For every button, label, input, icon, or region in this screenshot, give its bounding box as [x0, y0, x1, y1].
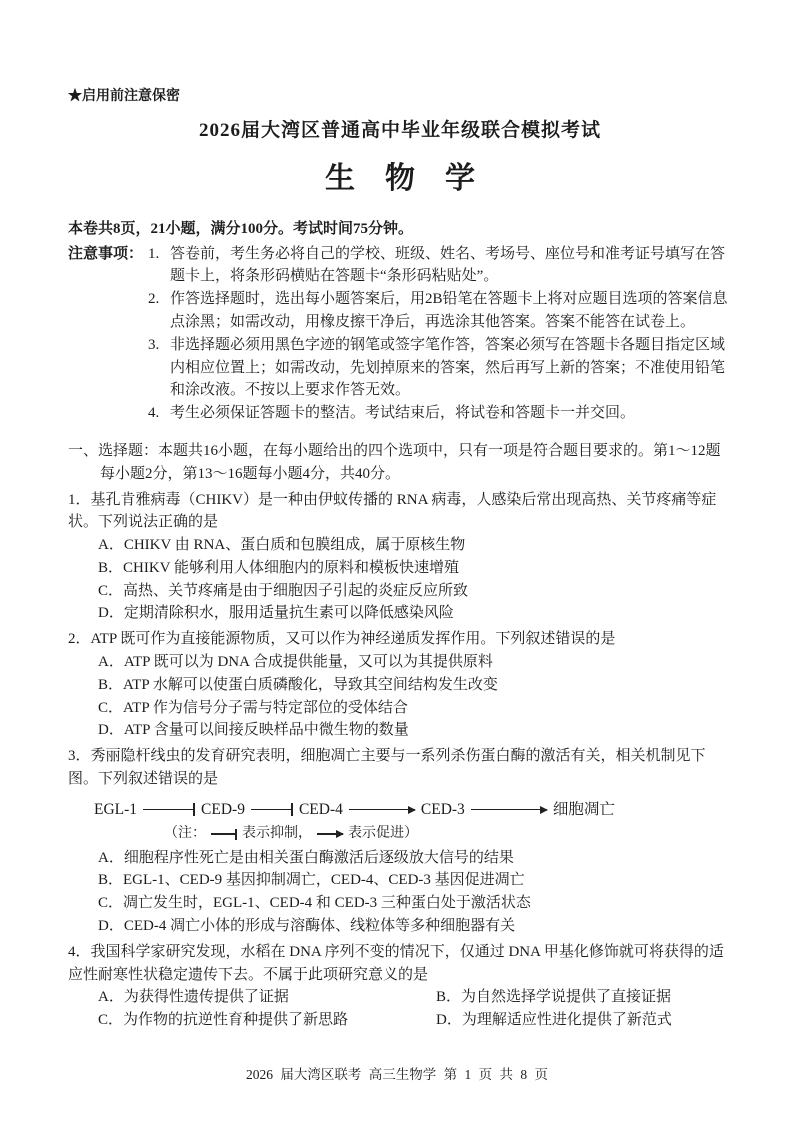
note-text: 考生必须保证答题卡的整洁。考试结束后，将试卷和答题卡一并交回。 [170, 405, 636, 422]
question-text: 我国科学家研究发现，水稻在 DNA 序列不变的情况下，仅通过 DNA 甲基化修饰就可将获得的适应性耐寒性状稳定遗传下去。不属于此项研究意义的是 [68, 943, 724, 983]
promote-arrow-icon [317, 829, 343, 840]
legend-prefix: （注： [164, 826, 206, 842]
option-d: D．为理解适应性进化提供了新范式 [436, 1012, 672, 1029]
option-a: A．细胞程序性死亡是由相关蛋白酶激活后逐级放大信号的结果 [98, 849, 514, 866]
question-stem [68, 941, 732, 987]
question-2 [68, 628, 732, 742]
question-4 [68, 941, 732, 1032]
option-a: A．CHIKV 由 RNA、蛋白质和包膜组成，属于原核生物 [98, 537, 466, 554]
page-footer: 2026 届大湾区联考 高三生物学 第 1 页 共 8 页 [246, 1067, 548, 1083]
note-item [148, 334, 732, 402]
question-options [68, 534, 732, 625]
option-c: C．凋亡发生时，EGL-1、CED-4 和 CED-3 三种蛋白处于激活状态 [98, 895, 531, 912]
question-number: 2． [68, 631, 91, 648]
question-3 [68, 745, 732, 938]
option-b: B．为自然选择学说提供了直接证据 [436, 989, 672, 1006]
note-item [148, 243, 732, 289]
legend-promote-label: 表示促进） [348, 826, 418, 842]
question-number: 3． [68, 748, 91, 765]
note-number: 4. [148, 405, 160, 422]
question-number: 1． [68, 491, 91, 508]
diagram-node-ced9: CED-9 [201, 800, 245, 818]
subject-title: 生 物 学 [325, 162, 475, 196]
diagram-node-egl1: EGL-1 [94, 800, 138, 818]
diagram-node-apoptosis: 细胞凋亡 [552, 800, 615, 818]
exam-title: 2026届大湾区普通高中毕业年级联合模拟考试 [198, 120, 601, 142]
question-stem [68, 628, 732, 651]
note-text: 非选择题必须用黑色字迹的钢笔或签字笔作答，答案必须写在答题卡各题目指定区域内相应位置上；如需改动，先划掉原来的答案，然后再写上新的答案；不准使用铅笔和涂改液。不按以上要求作答无效。 [170, 336, 726, 399]
security-notice: ★启用前注意保密 [68, 89, 180, 104]
question-options [68, 651, 732, 742]
option-a: A．为获得性遗传提供了证据 [98, 989, 289, 1006]
diagram-node-ced4: CED-4 [298, 800, 343, 818]
note-number: 3. [148, 336, 160, 353]
promote-arrow-icon [471, 803, 547, 816]
notes-list [148, 243, 732, 425]
note-item [148, 288, 732, 334]
note-text: 答卷前，考生务必将自己的学校、班级、姓名、考场号、座位号和准考证号填写在答题卡上，将条形码横贴在答题卡“条形码粘贴处”。 [170, 245, 726, 285]
apoptosis-pathway-diagram [94, 798, 732, 822]
exam-info: 本卷共8页，21小题，满分100分。考试时间75分钟。 [68, 220, 414, 237]
question-options [68, 847, 732, 938]
option-c: C．高热、关节疼痛是由于细胞因子引起的炎症反应所致 [98, 582, 469, 599]
note-number: 2. [148, 291, 160, 308]
option-b: B．EGL-1、CED-9 基因抑制凋亡，CED-4、CED-3 基因促进凋亡 [98, 872, 525, 889]
option-b: B．ATP 水解可以使蛋白质磷酸化，导致其空间结构发生改变 [98, 676, 498, 693]
question-number: 4． [68, 943, 91, 960]
diagram-legend [164, 823, 732, 844]
option-c: C．为作物的抗逆性育种提供了新思路 [98, 1012, 349, 1029]
question-text: ATP 既可作为直接能源物质，又可以作为神经递质发挥作用。下列叙述错误的是 [90, 631, 616, 648]
inhibit-connector-icon [211, 829, 237, 840]
question-stem [68, 745, 732, 791]
question-1 [68, 489, 732, 626]
question-text: 基孔肯雅病毒（CHIKV）是一种由伊蚊传播的 RNA 病毒，人感染后常出现高热、关节疼痛等症状。下列说法正确的是 [68, 491, 717, 531]
inhibit-connector-icon [251, 803, 293, 816]
note-item [148, 402, 732, 425]
legend-inhibit-label: 表示抑制， [242, 826, 312, 842]
note-text: 作答选择题时，选出每小题答案后，用2B铅笔在答题卡上将对应题目选项的答案信息点涂黑；如需改动，用橡皮擦干净后，再选涂其他答案。答案不能答在试卷上。 [170, 291, 728, 330]
diagram-node-ced3: CED-3 [420, 800, 465, 818]
inhibit-connector-icon [143, 803, 195, 816]
section-heading: 一、选择题：本题共16小题，在每小题给出的四个选项中，只有一项是符合题目要求的。第1～12题每小题2分，第13～16题每小题4分，共40分。 [68, 442, 721, 482]
option-d: D．CED-4 凋亡小体的形成与溶酶体、线粒体等多种细胞器有关 [98, 918, 516, 935]
question-text: 秀丽隐杆线虫的发育研究表明，细胞凋亡主要与一系列杀伤蛋白酶的激活有关，相关机制见下图。下列叙述错误的是 [68, 748, 706, 788]
option-c: C．ATP 作为信号分子需与特定部位的受体结合 [98, 699, 408, 716]
option-d: D．定期清除积水，服用适量抗生素可以降低感染风险 [98, 605, 454, 622]
notes-section [68, 243, 732, 425]
note-number: 1. [148, 245, 160, 262]
question-stem [68, 489, 732, 535]
option-b: B．CHIKV 能够利用人体细胞内的原料和模板快速增殖 [98, 559, 459, 576]
notes-label: 注意事项： [68, 245, 144, 262]
promote-arrow-icon [349, 803, 415, 816]
option-d: D．ATP 含量可以间接反映样品中微生物的数量 [98, 722, 409, 739]
option-a: A．ATP 既可以为 DNA 合成提供能量，又可以为其提供原料 [98, 654, 493, 671]
question-options [68, 986, 732, 1032]
